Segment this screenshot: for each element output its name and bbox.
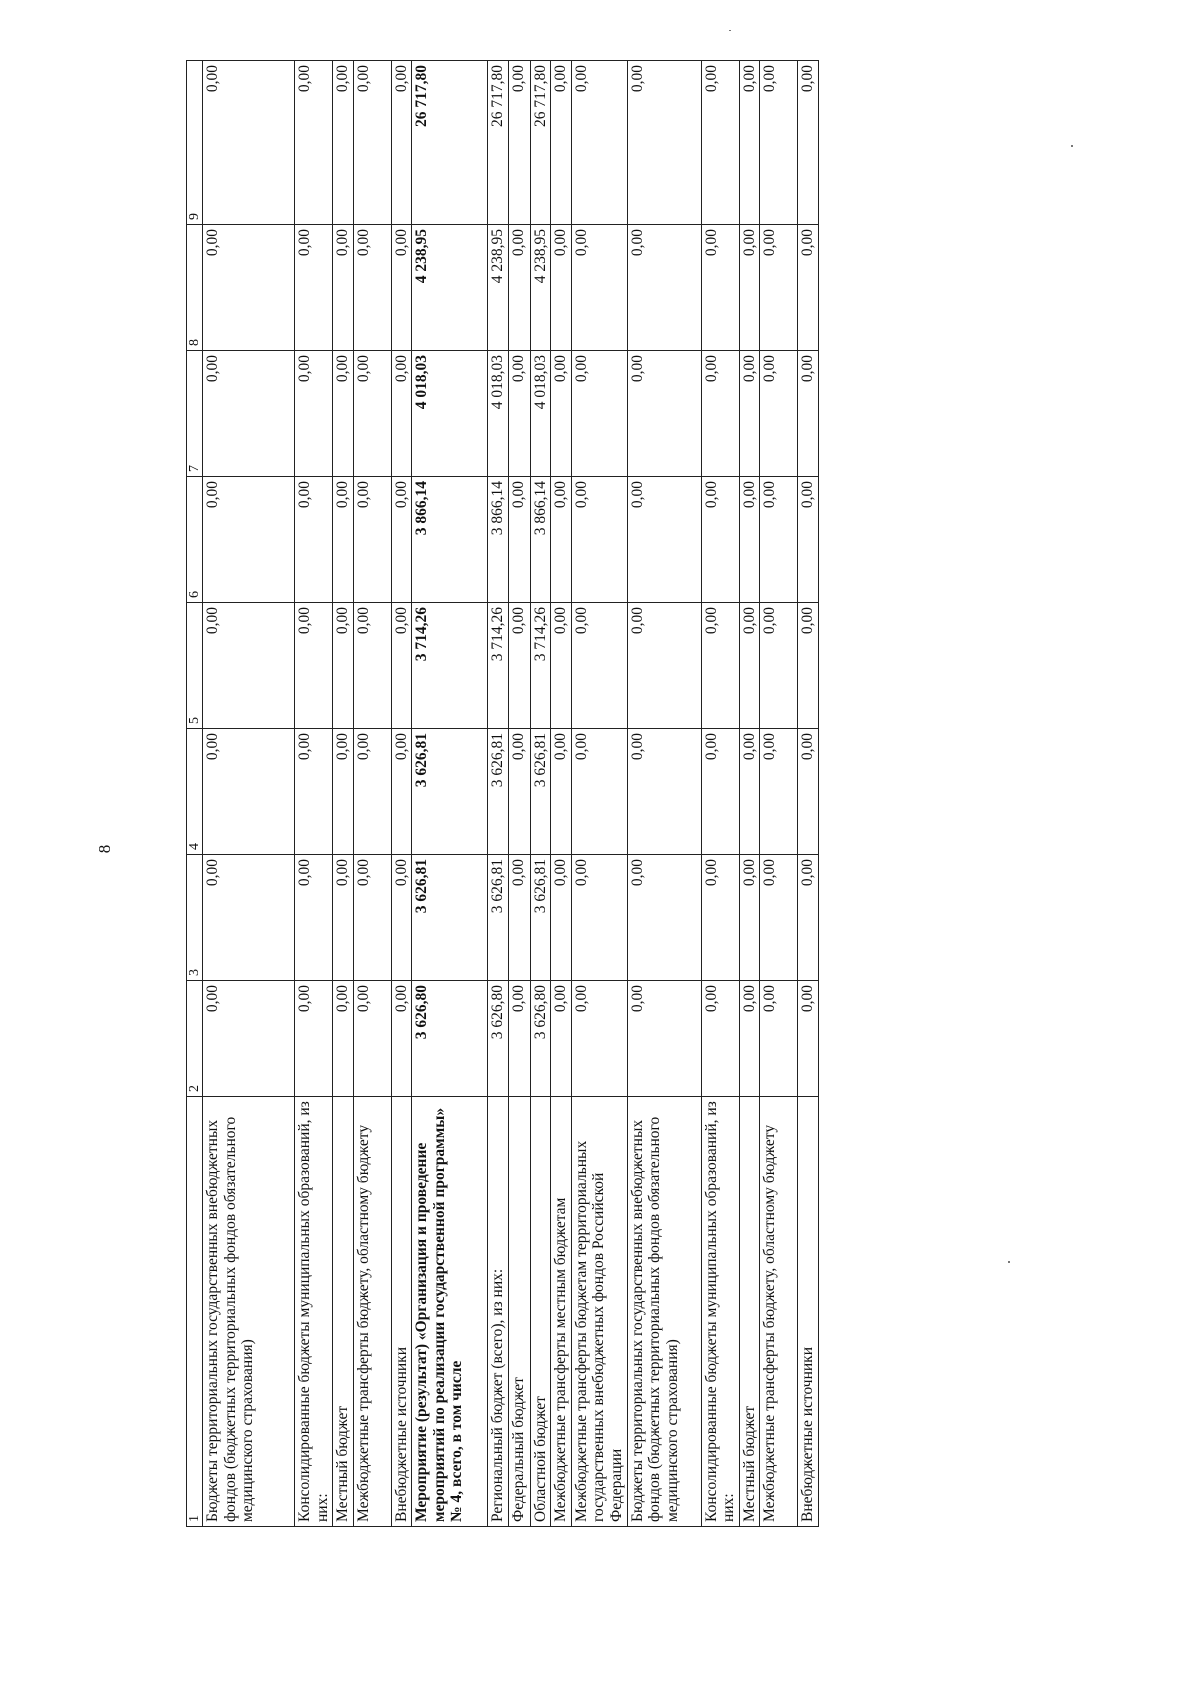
value-cell: 3 626,80: [412, 981, 488, 1097]
value-cell: 0,00: [353, 477, 391, 603]
table-row: [627, 61, 701, 1527]
value-cell: 0,00: [571, 729, 627, 855]
value-cell: 0,00: [391, 225, 412, 351]
value-cell: 0,00: [571, 477, 627, 603]
value-cell: 0,00: [508, 477, 530, 603]
value-cell: 3 626,81: [530, 729, 551, 855]
value-cell: 0,00: [391, 61, 412, 225]
value-cell: 0,00: [295, 855, 333, 981]
value-cell: 0,00: [571, 855, 627, 981]
value-cell: 0,00: [508, 981, 530, 1097]
value-cell: 0,00: [203, 855, 295, 981]
table-row: [488, 61, 509, 1527]
value-cell: 0,00: [203, 61, 295, 225]
value-cell: 0,00: [333, 729, 354, 855]
value-cell: 0,00: [760, 61, 798, 225]
value-cell: 0,00: [627, 61, 701, 225]
value-cell: 3 626,80: [530, 981, 551, 1097]
value-cell: 0,00: [798, 855, 819, 981]
value-cell: 0,00: [760, 855, 798, 981]
scan-speck: [729, 30, 731, 31]
row-label: Консолидированные бюджеты муниципальных образований, из них:: [295, 1097, 333, 1527]
value-cell: 0,00: [391, 351, 412, 477]
value-cell: 0,00: [701, 981, 739, 1097]
value-cell: 0,00: [203, 351, 295, 477]
table-row: [391, 61, 412, 1527]
value-cell: 0,00: [508, 225, 530, 351]
column-header: 7: [187, 351, 203, 477]
table-body: [203, 61, 819, 1527]
value-cell: 0,00: [295, 351, 333, 477]
value-cell: 0,00: [739, 351, 760, 477]
value-cell: 0,00: [701, 225, 739, 351]
value-cell: 0,00: [627, 477, 701, 603]
value-cell: 0,00: [701, 61, 739, 225]
value-cell: 0,00: [701, 477, 739, 603]
value-cell: 0,00: [798, 477, 819, 603]
table-row: [571, 61, 627, 1527]
value-cell: 0,00: [353, 225, 391, 351]
value-cell: 0,00: [551, 729, 572, 855]
value-cell: 0,00: [391, 981, 412, 1097]
value-cell: 4 018,03: [412, 351, 488, 477]
column-header: 1: [187, 1097, 203, 1527]
row-label: Региональный бюджет (всего), из них:: [488, 1097, 509, 1527]
row-label: Местный бюджет: [739, 1097, 760, 1527]
table-row: [333, 61, 354, 1527]
value-cell: 0,00: [333, 981, 354, 1097]
page-number: 8: [95, 844, 114, 854]
scan-speck: [1008, 1261, 1010, 1263]
rotated-table-container: [186, 65, 961, 1527]
value-cell: 0,00: [551, 351, 572, 477]
row-label: Межбюджетные трансферты бюджету, областному бюджету: [353, 1097, 391, 1527]
value-cell: 0,00: [739, 855, 760, 981]
value-cell: 0,00: [333, 61, 354, 225]
value-cell: 0,00: [760, 729, 798, 855]
row-label: Областной бюджет: [530, 1097, 551, 1527]
column-header: 2: [187, 981, 203, 1097]
value-cell: 0,00: [295, 603, 333, 729]
value-cell: 0,00: [203, 981, 295, 1097]
value-cell: 0,00: [203, 729, 295, 855]
table-row: [203, 61, 295, 1527]
value-cell: 0,00: [353, 981, 391, 1097]
value-cell: 0,00: [798, 61, 819, 225]
value-cell: 0,00: [551, 603, 572, 729]
table-row: [412, 61, 488, 1527]
value-cell: 0,00: [627, 603, 701, 729]
value-cell: 3 714,26: [488, 603, 509, 729]
value-cell: 0,00: [760, 225, 798, 351]
value-cell: 0,00: [508, 855, 530, 981]
value-cell: 0,00: [353, 351, 391, 477]
value-cell: 0,00: [551, 477, 572, 603]
value-cell: 0,00: [739, 603, 760, 729]
value-cell: 0,00: [353, 61, 391, 225]
value-cell: 0,00: [760, 981, 798, 1097]
value-cell: 0,00: [551, 61, 572, 225]
value-cell: 0,00: [353, 855, 391, 981]
value-cell: 0,00: [701, 729, 739, 855]
value-cell: 0,00: [333, 603, 354, 729]
value-cell: 0,00: [798, 729, 819, 855]
row-label: Внебюджетные источники: [391, 1097, 412, 1527]
value-cell: 0,00: [391, 729, 412, 855]
value-cell: 0,00: [571, 351, 627, 477]
value-cell: 0,00: [571, 981, 627, 1097]
column-header: 9: [187, 61, 203, 225]
table-row: [551, 61, 572, 1527]
column-header: 4: [187, 729, 203, 855]
value-cell: 0,00: [701, 855, 739, 981]
value-cell: 0,00: [391, 603, 412, 729]
column-header: 3: [187, 855, 203, 981]
value-cell: 0,00: [551, 981, 572, 1097]
value-cell: 3 714,26: [530, 603, 551, 729]
value-cell: 3 626,81: [530, 855, 551, 981]
value-cell: 0,00: [353, 603, 391, 729]
value-cell: 4 018,03: [488, 351, 509, 477]
value-cell: 0,00: [739, 729, 760, 855]
value-cell: 0,00: [627, 225, 701, 351]
table-row: [798, 61, 819, 1527]
value-cell: 3 866,14: [412, 477, 488, 603]
column-header: 5: [187, 603, 203, 729]
value-cell: 0,00: [333, 477, 354, 603]
value-cell: 0,00: [391, 855, 412, 981]
value-cell: 3 626,81: [488, 729, 509, 855]
value-cell: 3 626,81: [412, 855, 488, 981]
value-cell: 0,00: [627, 855, 701, 981]
row-label: Местный бюджет: [333, 1097, 354, 1527]
value-cell: 26 717,80: [530, 61, 551, 225]
value-cell: 0,00: [295, 225, 333, 351]
row-label: Мероприятие (результат) «Организация и проведение мероприятий по реализации государственной программы» № 4, всего, в том числе: [412, 1097, 488, 1527]
value-cell: 0,00: [627, 981, 701, 1097]
row-label: Внебюджетные источники: [798, 1097, 819, 1527]
value-cell: 0,00: [571, 225, 627, 351]
value-cell: 0,00: [760, 351, 798, 477]
table-row: [739, 61, 760, 1527]
value-cell: 0,00: [571, 603, 627, 729]
value-cell: 0,00: [551, 855, 572, 981]
value-cell: 0,00: [627, 729, 701, 855]
value-cell: 0,00: [333, 351, 354, 477]
budget-table: [186, 60, 819, 1527]
value-cell: 0,00: [353, 729, 391, 855]
table-viewport: [186, 65, 961, 1527]
value-cell: 4 018,03: [530, 351, 551, 477]
table-row: [295, 61, 333, 1527]
row-label: Межбюджетные трансферты бюджетам территориальных государственных внебюджетных фондов Российской Федерации: [571, 1097, 627, 1527]
value-cell: 0,00: [760, 477, 798, 603]
value-cell: 0,00: [508, 603, 530, 729]
value-cell: 4 238,95: [488, 225, 509, 351]
table-row: [508, 61, 530, 1527]
value-cell: 3 626,81: [412, 729, 488, 855]
value-cell: 0,00: [203, 603, 295, 729]
value-cell: 3 866,14: [530, 477, 551, 603]
value-cell: 0,00: [508, 351, 530, 477]
value-cell: 26 717,80: [412, 61, 488, 225]
value-cell: 0,00: [508, 61, 530, 225]
value-cell: 0,00: [760, 603, 798, 729]
table-row: [530, 61, 551, 1527]
value-cell: 0,00: [295, 729, 333, 855]
value-cell: 0,00: [798, 981, 819, 1097]
value-cell: 0,00: [391, 477, 412, 603]
value-cell: 0,00: [295, 981, 333, 1097]
value-cell: 0,00: [551, 225, 572, 351]
value-cell: 0,00: [295, 61, 333, 225]
row-label: Межбюджетные трансферты местным бюджетам: [551, 1097, 572, 1527]
row-label: Федеральный бюджет: [508, 1097, 530, 1527]
value-cell: 4 238,95: [412, 225, 488, 351]
value-cell: 0,00: [739, 61, 760, 225]
value-cell: 0,00: [798, 351, 819, 477]
value-cell: 0,00: [701, 351, 739, 477]
header-row: [187, 61, 203, 1527]
value-cell: 0,00: [739, 981, 760, 1097]
value-cell: 0,00: [333, 855, 354, 981]
value-cell: 0,00: [203, 225, 295, 351]
column-header: 8: [187, 225, 203, 351]
row-label: Бюджеты территориальных государственных внебюджетных фондов (бюджетных территориальных фондов обязательного медицинского страхования): [627, 1097, 701, 1527]
value-cell: 0,00: [739, 477, 760, 603]
value-cell: 26 717,80: [488, 61, 509, 225]
value-cell: 0,00: [508, 729, 530, 855]
value-cell: 0,00: [333, 225, 354, 351]
table-row: [701, 61, 739, 1527]
value-cell: 3 626,81: [488, 855, 509, 981]
table-row: [760, 61, 798, 1527]
value-cell: 0,00: [295, 477, 333, 603]
row-label: Межбюджетные трансферты бюджету, областному бюджету: [760, 1097, 798, 1527]
value-cell: 0,00: [203, 477, 295, 603]
value-cell: 3 866,14: [488, 477, 509, 603]
column-header: 6: [187, 477, 203, 603]
value-cell: 3 626,80: [488, 981, 509, 1097]
row-label: Бюджеты территориальных государственных внебюджетных фондов (бюджетных территориальных фондов обязательного медицинского страхования): [203, 1097, 295, 1527]
value-cell: 0,00: [701, 603, 739, 729]
value-cell: 0,00: [627, 351, 701, 477]
row-label: Консолидированные бюджеты муниципальных образований, из них:: [701, 1097, 739, 1527]
scan-speck: [1071, 145, 1073, 147]
value-cell: 3 714,26: [412, 603, 488, 729]
value-cell: 0,00: [798, 225, 819, 351]
value-cell: 0,00: [739, 225, 760, 351]
table-row: [353, 61, 391, 1527]
value-cell: 0,00: [798, 603, 819, 729]
value-cell: 4 238,95: [530, 225, 551, 351]
value-cell: 0,00: [571, 61, 627, 225]
